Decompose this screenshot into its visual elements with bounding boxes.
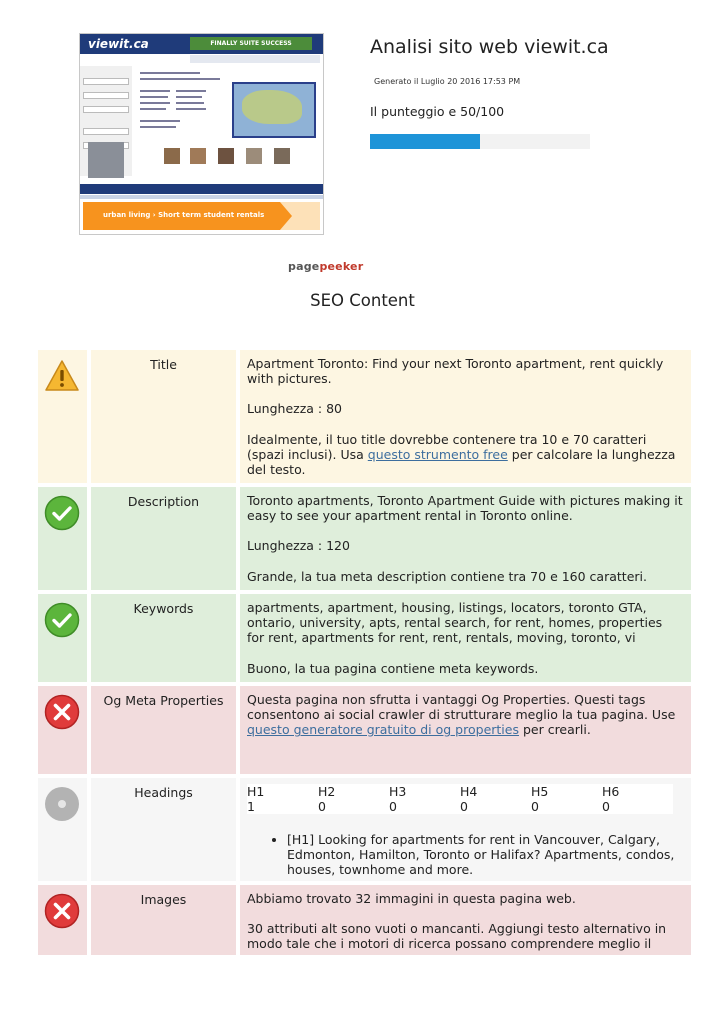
list-item: • [H1] Looking for apartments for rent in Vancouver, Calgary, Edmonton, Hamilton, Toronto or Halifax? Apartments, condos, houses, townhome and more.: [287, 832, 683, 878]
heading-count: 0: [389, 799, 397, 814]
thumbnail-content: [136, 66, 230, 144]
heading-tag: H1: [247, 784, 265, 799]
error-icon: [44, 893, 80, 929]
thumbnail-building-photo: [88, 142, 124, 178]
row-content: [240, 350, 691, 483]
row-description: [38, 487, 691, 590]
row-content: [240, 594, 691, 682]
thumbnail-ad-text: urban living › Short term student rentals: [103, 211, 265, 219]
images-text: Abbiamo trovato 32 immagini in questa pagina web.: [247, 891, 576, 906]
score-progress-fill: [370, 134, 480, 149]
thumbnail-nav: [190, 55, 320, 63]
keywords-text: apartments, apartment, housing, listings, locators, toronto GTA, ontario, university, apts, rental search, for rent, homes, properties for rent, apartments for rent, rent, rentals, moving, toronto, vi: [247, 600, 663, 646]
thumbnail-logo: viewit.ca: [88, 37, 149, 51]
row-content: [240, 778, 691, 881]
headings-count-table: [247, 784, 673, 814]
thumbnail-footer: [80, 184, 323, 194]
site-screenshot: [79, 33, 324, 235]
generated-date: Generato il Luglio 20 2016 17:53 PM: [374, 77, 521, 86]
title-advice: Idealmente, il tuo title dovrebbe contenere tra 10 e 70 caratteri (spazi inclusi). Usa questo strumento free per calcolare la lunghezza del testo.: [247, 431, 676, 478]
score-progress-bar: [370, 134, 590, 149]
thumbnail-header: [80, 34, 323, 54]
row-images: [38, 885, 691, 955]
heading-tag: H4: [460, 784, 478, 799]
row-og-meta: [38, 686, 691, 774]
row-content: [240, 487, 691, 590]
title-length-tool-link[interactable]: questo strumento free: [367, 446, 508, 462]
row-label: Description: [91, 487, 236, 590]
images-advice: 30 attributi alt sono vuoti o mancanti. Aggiungi testo alternativo in modo tale che i motori di ricerca possano comprendere meglio il: [247, 921, 667, 952]
score-text: Il punteggio e 50/100: [370, 104, 505, 119]
headings-list: [247, 832, 683, 878]
heading-count: 1: [247, 799, 255, 814]
row-keywords: [38, 594, 691, 682]
row-content: [240, 686, 691, 774]
section-title: SEO Content: [310, 291, 415, 310]
heading-count: 0: [460, 799, 468, 814]
thumbnail-footer-links: [80, 195, 323, 199]
thumbnail-photo-strip: [162, 148, 312, 164]
keywords-advice: Buono, la tua pagina contiene meta keywords.: [247, 660, 539, 676]
row-label: Headings: [91, 778, 236, 881]
row-label: Og Meta Properties: [91, 686, 236, 774]
warning-icon: [44, 358, 80, 394]
heading-tag: H6: [602, 784, 620, 799]
description-advice: Grande, la tua meta description contiene tra 70 e 160 caratteri.: [247, 568, 647, 584]
description-text: Toronto apartments, Toronto Apartment Guide with pictures making it easy to see your apartment rental in Toronto online.: [247, 493, 683, 524]
thumbnail-ad-banner: [83, 202, 320, 230]
row-content: [240, 885, 691, 955]
row-headings: [38, 778, 691, 881]
heading-tag: H3: [389, 784, 407, 799]
thumbnail-banner: FINALLY SUITE SUCCESS: [190, 37, 312, 50]
og-generator-link[interactable]: questo generatore gratuito di og properties: [247, 722, 519, 738]
row-title: [38, 350, 691, 483]
check-icon: [44, 602, 80, 638]
check-icon: [44, 495, 80, 531]
row-label: Keywords: [91, 594, 236, 682]
error-icon: [44, 694, 80, 730]
row-label: Images: [91, 885, 236, 955]
heading-count: 0: [318, 799, 326, 814]
neutral-disc-icon: [44, 786, 80, 822]
row-label: Title: [91, 350, 236, 483]
description-length: Lunghezza : 120: [247, 538, 350, 554]
heading-tag: H2: [318, 784, 336, 799]
heading-count: 0: [602, 799, 610, 814]
page-title: Analisi sito web viewit.ca: [370, 36, 609, 58]
heading-tag: H5: [531, 784, 549, 799]
thumbnail-map: [232, 82, 316, 138]
title-length: Lunghezza : 80: [247, 401, 342, 417]
pagepeeker-logo: pagepeeker: [288, 260, 364, 273]
heading-count: 0: [531, 799, 539, 814]
title-text: Apartment Toronto: Find your next Toronto apartment, rent quickly with pictures.: [247, 356, 664, 387]
og-text: Questa pagina non sfrutta i vantaggi Og Properties. Questi tags consentono ai social crawler di strutturare meglio la tua pagina. Use questo generatore gratuito di og properties per crearli.: [247, 692, 676, 738]
